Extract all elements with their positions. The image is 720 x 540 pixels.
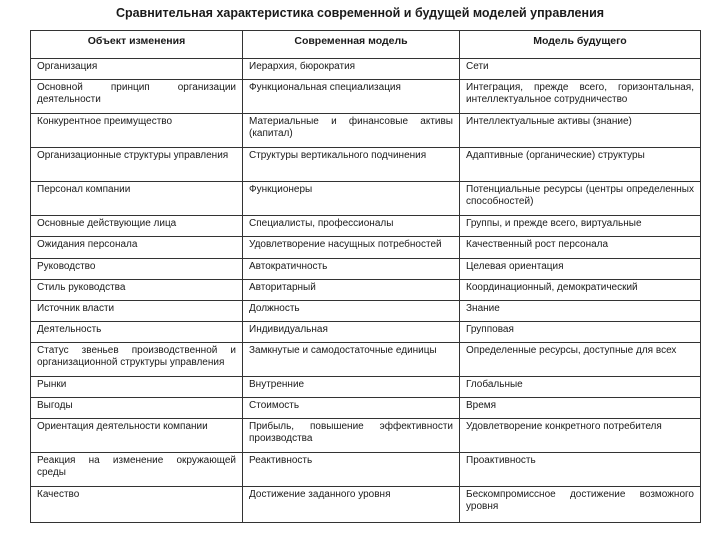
cell-object: Организация — [31, 59, 243, 80]
table-row — [31, 280, 701, 301]
table-row — [31, 419, 701, 453]
table-row — [31, 343, 701, 377]
table-row — [31, 301, 701, 322]
table-row — [31, 322, 701, 343]
cell-future-model: Интеллектуальные активы (знание) — [460, 114, 701, 148]
cell-future-model: Координационный, демократический — [460, 280, 701, 301]
cell-future-model: Потенциальные ресурсы (центры определенных способностей) — [460, 182, 701, 216]
table-row — [31, 237, 701, 259]
page-title: Сравнительная характеристика современной и будущей моделей управления — [115, 6, 605, 20]
cell-object: Статус звеньев производственной и организационной структуры управления — [31, 343, 243, 377]
cell-future-model: Групповая — [460, 322, 701, 343]
cell-current-model: Удовлетворение насущных потребностей — [243, 237, 460, 259]
cell-current-model: Структуры вертикального подчинения — [243, 148, 460, 182]
cell-object: Конкурентное преимущество — [31, 114, 243, 148]
cell-future-model: Время — [460, 398, 701, 419]
cell-future-model: Целевая ориентация — [460, 259, 701, 280]
cell-current-model: Внутренние — [243, 377, 460, 398]
cell-future-model: Сети — [460, 59, 701, 80]
cell-current-model: Замкнутые и самодостаточные единицы — [243, 343, 460, 377]
column-header-object: Объект изменения — [31, 31, 243, 59]
cell-future-model: Интеграция, прежде всего, горизонтальная, интеллектуальное сотрудничество — [460, 80, 701, 114]
table-body — [31, 59, 701, 523]
cell-current-model: Иерархия, бюрократия — [243, 59, 460, 80]
cell-future-model: Бескомпромиссное достижение возможного уровня — [460, 487, 701, 523]
cell-current-model: Индивидуальная — [243, 322, 460, 343]
column-header-future-model: Модель будущего — [460, 31, 701, 59]
table-row — [31, 487, 701, 523]
cell-object: Выгоды — [31, 398, 243, 419]
cell-object: Реакция на изменение окружающей среды — [31, 453, 243, 487]
cell-current-model: Должность — [243, 301, 460, 322]
table-row — [31, 398, 701, 419]
cell-object: Ориентация деятельности компании — [31, 419, 243, 453]
table-row — [31, 182, 701, 216]
cell-object: Ожидания персонала — [31, 237, 243, 259]
table-row — [31, 377, 701, 398]
cell-object: Стиль руководства — [31, 280, 243, 301]
table-row — [31, 259, 701, 280]
cell-current-model: Прибыль, повышение эффективности производства — [243, 419, 460, 453]
cell-future-model: Знание — [460, 301, 701, 322]
cell-object: Организационные структуры управления — [31, 148, 243, 182]
table-row — [31, 80, 701, 114]
cell-current-model: Автократичность — [243, 259, 460, 280]
cell-current-model: Функциональная специализация — [243, 80, 460, 114]
cell-future-model: Удовлетворение конкретного потребителя — [460, 419, 701, 453]
cell-future-model: Качественный рост персонала — [460, 237, 701, 259]
cell-future-model: Определенные ресурсы, доступные для всех — [460, 343, 701, 377]
table-header-row — [31, 31, 701, 59]
table-row — [31, 148, 701, 182]
table-row — [31, 59, 701, 80]
cell-current-model: Функционеры — [243, 182, 460, 216]
cell-current-model: Специалисты, профессионалы — [243, 216, 460, 237]
cell-current-model: Авторитарный — [243, 280, 460, 301]
cell-object: Руководство — [31, 259, 243, 280]
table-row — [31, 114, 701, 148]
cell-future-model: Группы, и прежде всего, виртуальные — [460, 216, 701, 237]
cell-future-model: Адаптивные (органические) структуры — [460, 148, 701, 182]
cell-future-model: Проактивность — [460, 453, 701, 487]
cell-current-model: Стоимость — [243, 398, 460, 419]
cell-object: Персонал компании — [31, 182, 243, 216]
comparison-table — [30, 30, 701, 523]
cell-object: Рынки — [31, 377, 243, 398]
table-row — [31, 216, 701, 237]
cell-object: Основной принцип организации деятельности — [31, 80, 243, 114]
cell-object: Основные действующие лица — [31, 216, 243, 237]
cell-future-model: Глобальные — [460, 377, 701, 398]
cell-object: Источник власти — [31, 301, 243, 322]
column-header-current-model: Современная модель — [243, 31, 460, 59]
cell-object: Деятельность — [31, 322, 243, 343]
cell-current-model: Достижение заданного уровня — [243, 487, 460, 523]
table-row — [31, 453, 701, 487]
cell-current-model: Реактивность — [243, 453, 460, 487]
cell-current-model: Материальные и финансовые активы (капитал) — [243, 114, 460, 148]
cell-object: Качество — [31, 487, 243, 523]
